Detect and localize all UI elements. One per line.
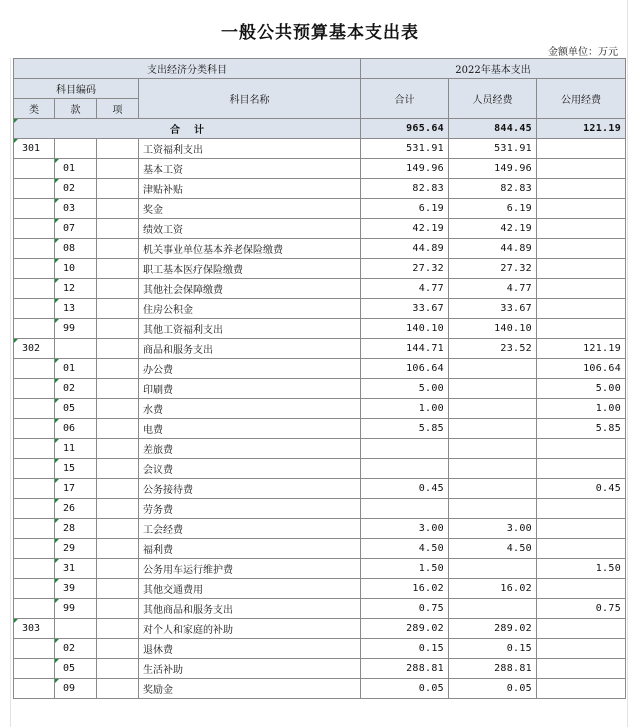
cell-name: 工资福利支出 — [139, 139, 361, 159]
cell-name: 差旅费 — [139, 439, 361, 459]
header-row-1 — [14, 59, 626, 79]
cell-kuan: 99 — [55, 599, 97, 619]
cell-personnel: 4.50 — [449, 539, 537, 559]
header-total: 合计 — [361, 79, 449, 119]
table-row — [14, 379, 626, 399]
cell-total: 4.77 — [361, 279, 449, 299]
cell-kuan — [55, 619, 97, 639]
header-public: 公用经费 — [537, 79, 626, 119]
cell-public — [537, 499, 626, 519]
cell-kuan — [55, 339, 97, 359]
cell-total: 531.91 — [361, 139, 449, 159]
cell-xiang — [97, 519, 139, 539]
table-row — [14, 359, 626, 379]
cell-lei — [14, 279, 55, 299]
header-year-basic: 2022年基本支出 — [361, 59, 626, 79]
cell-kuan: 26 — [55, 499, 97, 519]
cell-lei — [14, 299, 55, 319]
cell-lei: 302 — [14, 339, 55, 359]
table-row — [14, 579, 626, 599]
total-label: 合 计 — [14, 119, 361, 139]
cell-xiang — [97, 439, 139, 459]
cell-personnel: 0.05 — [449, 679, 537, 699]
table-row — [14, 439, 626, 459]
cell-public — [537, 459, 626, 479]
cell-name: 其他社会保障缴费 — [139, 279, 361, 299]
cell-public: 5.00 — [537, 379, 626, 399]
cell-personnel — [449, 599, 537, 619]
cell-lei: 303 — [14, 619, 55, 639]
cell-name: 对个人和家庭的补助 — [139, 619, 361, 639]
cell-personnel — [449, 419, 537, 439]
cell-name: 商品和服务支出 — [139, 339, 361, 359]
header-code: 科目编码 — [14, 79, 139, 99]
cell-public — [537, 539, 626, 559]
table-row — [14, 659, 626, 679]
cell-lei — [14, 199, 55, 219]
cell-kuan: 08 — [55, 239, 97, 259]
cell-public — [537, 299, 626, 319]
cell-kuan: 39 — [55, 579, 97, 599]
cell-kuan: 02 — [55, 179, 97, 199]
cell-public: 0.45 — [537, 479, 626, 499]
cell-public — [537, 259, 626, 279]
table-row — [14, 459, 626, 479]
cell-kuan: 13 — [55, 299, 97, 319]
cell-lei — [14, 459, 55, 479]
cell-public — [537, 519, 626, 539]
cell-xiang — [97, 259, 139, 279]
cell-xiang — [97, 499, 139, 519]
cell-public — [537, 279, 626, 299]
table-row — [14, 159, 626, 179]
total-personnel: 844.45 — [449, 119, 537, 139]
cell-total: 6.19 — [361, 199, 449, 219]
cell-kuan: 28 — [55, 519, 97, 539]
cell-personnel: 288.81 — [449, 659, 537, 679]
cell-total: 33.67 — [361, 299, 449, 319]
cell-public — [537, 639, 626, 659]
cell-lei — [14, 319, 55, 339]
table-row — [14, 519, 626, 539]
cell-personnel: 140.10 — [449, 319, 537, 339]
cell-lei — [14, 479, 55, 499]
sheet-gridline-left — [10, 58, 11, 727]
cell-kuan: 03 — [55, 199, 97, 219]
cell-lei: 301 — [14, 139, 55, 159]
table-row — [14, 299, 626, 319]
cell-xiang — [97, 319, 139, 339]
cell-total: 3.00 — [361, 519, 449, 539]
cell-public — [537, 179, 626, 199]
cell-lei — [14, 559, 55, 579]
cell-xiang — [97, 559, 139, 579]
cell-total: 149.96 — [361, 159, 449, 179]
cell-lei — [14, 259, 55, 279]
cell-lei — [14, 439, 55, 459]
cell-lei — [14, 659, 55, 679]
cell-xiang — [97, 279, 139, 299]
cell-xiang — [97, 239, 139, 259]
cell-personnel: 33.67 — [449, 299, 537, 319]
cell-xiang — [97, 659, 139, 679]
cell-lei — [14, 359, 55, 379]
cell-xiang — [97, 379, 139, 399]
cell-public — [537, 139, 626, 159]
cell-public — [537, 619, 626, 639]
header-econ-class: 支出经济分类科目 — [14, 59, 361, 79]
cell-personnel: 82.83 — [449, 179, 537, 199]
table-row — [14, 399, 626, 419]
cell-total: 0.75 — [361, 599, 449, 619]
header-kuan: 款 — [55, 99, 97, 119]
cell-name: 福利费 — [139, 539, 361, 559]
cell-lei — [14, 679, 55, 699]
cell-name: 住房公积金 — [139, 299, 361, 319]
cell-personnel — [449, 379, 537, 399]
cell-name: 会议费 — [139, 459, 361, 479]
total-public: 121.19 — [537, 119, 626, 139]
cell-xiang — [97, 619, 139, 639]
cell-lei — [14, 579, 55, 599]
cell-name: 奖励金 — [139, 679, 361, 699]
page-title: 一般公共预算基本支出表 — [221, 23, 419, 43]
cell-public — [537, 159, 626, 179]
cell-public: 106.64 — [537, 359, 626, 379]
cell-total: 44.89 — [361, 239, 449, 259]
cell-kuan: 11 — [55, 439, 97, 459]
table-row — [14, 179, 626, 199]
cell-public: 1.50 — [537, 559, 626, 579]
table-row — [14, 239, 626, 259]
cell-kuan — [55, 139, 97, 159]
cell-name: 办公费 — [139, 359, 361, 379]
cell-personnel: 6.19 — [449, 199, 537, 219]
cell-total: 4.50 — [361, 539, 449, 559]
cell-total: 42.19 — [361, 219, 449, 239]
cell-public — [537, 579, 626, 599]
cell-public: 5.85 — [537, 419, 626, 439]
cell-kuan: 01 — [55, 359, 97, 379]
cell-xiang — [97, 479, 139, 499]
cell-xiang — [97, 139, 139, 159]
cell-personnel — [449, 359, 537, 379]
cell-lei — [14, 419, 55, 439]
cell-name: 其他工资福利支出 — [139, 319, 361, 339]
table-row — [14, 259, 626, 279]
total-amount: 965.64 — [361, 119, 449, 139]
cell-total: 1.00 — [361, 399, 449, 419]
cell-name: 职工基本医疗保险缴费 — [139, 259, 361, 279]
cell-xiang — [97, 299, 139, 319]
cell-kuan: 02 — [55, 379, 97, 399]
cell-xiang — [97, 679, 139, 699]
cell-kuan: 02 — [55, 639, 97, 659]
cell-xiang — [97, 419, 139, 439]
cell-name: 印刷费 — [139, 379, 361, 399]
cell-personnel — [449, 399, 537, 419]
cell-total: 82.83 — [361, 179, 449, 199]
cell-lei — [14, 519, 55, 539]
cell-personnel: 3.00 — [449, 519, 537, 539]
cell-name: 电费 — [139, 419, 361, 439]
cell-total — [361, 459, 449, 479]
table-row — [14, 559, 626, 579]
cell-public — [537, 199, 626, 219]
cell-total: 106.64 — [361, 359, 449, 379]
table-row — [14, 599, 626, 619]
cell-xiang — [97, 179, 139, 199]
cell-name: 公务接待费 — [139, 479, 361, 499]
cell-public — [537, 439, 626, 459]
cell-kuan: 09 — [55, 679, 97, 699]
cell-total: 1.50 — [361, 559, 449, 579]
cell-lei — [14, 379, 55, 399]
cell-public — [537, 239, 626, 259]
cell-xiang — [97, 199, 139, 219]
cell-name: 奖金 — [139, 199, 361, 219]
cell-kuan: 29 — [55, 539, 97, 559]
cell-public: 1.00 — [537, 399, 626, 419]
cell-kuan: 06 — [55, 419, 97, 439]
cell-name: 津贴补贴 — [139, 179, 361, 199]
cell-personnel: 23.52 — [449, 339, 537, 359]
table-row — [14, 419, 626, 439]
table-row — [14, 539, 626, 559]
cell-name: 退休费 — [139, 639, 361, 659]
table-row — [14, 479, 626, 499]
table-row — [14, 339, 626, 359]
header-name: 科目名称 — [139, 79, 361, 119]
cell-lei — [14, 539, 55, 559]
cell-total: 288.81 — [361, 659, 449, 679]
cell-personnel — [449, 439, 537, 459]
cell-lei — [14, 639, 55, 659]
cell-lei — [14, 599, 55, 619]
cell-total — [361, 439, 449, 459]
cell-kuan: 12 — [55, 279, 97, 299]
table-row — [14, 679, 626, 699]
cell-name: 公务用车运行维护费 — [139, 559, 361, 579]
cell-public — [537, 679, 626, 699]
table-row — [14, 499, 626, 519]
cell-total — [361, 499, 449, 519]
cell-lei — [14, 159, 55, 179]
cell-public — [537, 319, 626, 339]
cell-name: 其他商品和服务支出 — [139, 599, 361, 619]
cell-name: 生活补助 — [139, 659, 361, 679]
cell-personnel: 27.32 — [449, 259, 537, 279]
cell-personnel: 0.15 — [449, 639, 537, 659]
table-row — [14, 279, 626, 299]
cell-public — [537, 219, 626, 239]
cell-kuan: 15 — [55, 459, 97, 479]
cell-total: 5.00 — [361, 379, 449, 399]
cell-xiang — [97, 399, 139, 419]
table-row — [14, 219, 626, 239]
cell-public — [537, 659, 626, 679]
cell-lei — [14, 239, 55, 259]
cell-xiang — [97, 639, 139, 659]
table-row — [14, 619, 626, 639]
cell-xiang — [97, 339, 139, 359]
cell-personnel: 149.96 — [449, 159, 537, 179]
cell-total: 0.05 — [361, 679, 449, 699]
header-row-2 — [14, 79, 626, 99]
cell-name: 劳务费 — [139, 499, 361, 519]
cell-total: 16.02 — [361, 579, 449, 599]
table-row — [14, 199, 626, 219]
header-personnel: 人员经费 — [449, 79, 537, 119]
cell-personnel — [449, 479, 537, 499]
cell-public: 0.75 — [537, 599, 626, 619]
cell-xiang — [97, 539, 139, 559]
table-row — [14, 139, 626, 159]
total-row — [14, 119, 626, 139]
cell-kuan: 10 — [55, 259, 97, 279]
cell-xiang — [97, 159, 139, 179]
budget-expenditure-table — [13, 58, 626, 699]
cell-total: 140.10 — [361, 319, 449, 339]
cell-personnel — [449, 499, 537, 519]
cell-name: 水费 — [139, 399, 361, 419]
cell-lei — [14, 399, 55, 419]
cell-xiang — [97, 459, 139, 479]
cell-xiang — [97, 359, 139, 379]
sheet-gridline-right — [627, 0, 628, 727]
cell-lei — [14, 219, 55, 239]
cell-name: 绩效工资 — [139, 219, 361, 239]
cell-kuan: 05 — [55, 399, 97, 419]
cell-kuan: 99 — [55, 319, 97, 339]
cell-personnel: 16.02 — [449, 579, 537, 599]
cell-kuan: 07 — [55, 219, 97, 239]
cell-personnel: 44.89 — [449, 239, 537, 259]
cell-name: 机关事业单位基本养老保险缴费 — [139, 239, 361, 259]
cell-personnel — [449, 459, 537, 479]
cell-kuan: 05 — [55, 659, 97, 679]
cell-xiang — [97, 599, 139, 619]
cell-kuan: 31 — [55, 559, 97, 579]
cell-personnel: 531.91 — [449, 139, 537, 159]
cell-xiang — [97, 219, 139, 239]
cell-lei — [14, 499, 55, 519]
header-lei: 类 — [14, 99, 55, 119]
cell-total: 5.85 — [361, 419, 449, 439]
cell-xiang — [97, 579, 139, 599]
cell-personnel: 4.77 — [449, 279, 537, 299]
header-xiang: 项 — [97, 99, 139, 119]
cell-total: 289.02 — [361, 619, 449, 639]
cell-lei — [14, 179, 55, 199]
table-row — [14, 639, 626, 659]
cell-public: 121.19 — [537, 339, 626, 359]
cell-kuan: 01 — [55, 159, 97, 179]
amount-unit-label: 金额单位：万元 — [548, 47, 618, 58]
cell-name: 其他交通费用 — [139, 579, 361, 599]
cell-name: 基本工资 — [139, 159, 361, 179]
table-row — [14, 319, 626, 339]
cell-kuan: 17 — [55, 479, 97, 499]
cell-personnel: 289.02 — [449, 619, 537, 639]
cell-name: 工会经费 — [139, 519, 361, 539]
cell-total: 27.32 — [361, 259, 449, 279]
cell-total: 0.15 — [361, 639, 449, 659]
cell-personnel — [449, 559, 537, 579]
cell-personnel: 42.19 — [449, 219, 537, 239]
cell-total: 0.45 — [361, 479, 449, 499]
cell-total: 144.71 — [361, 339, 449, 359]
